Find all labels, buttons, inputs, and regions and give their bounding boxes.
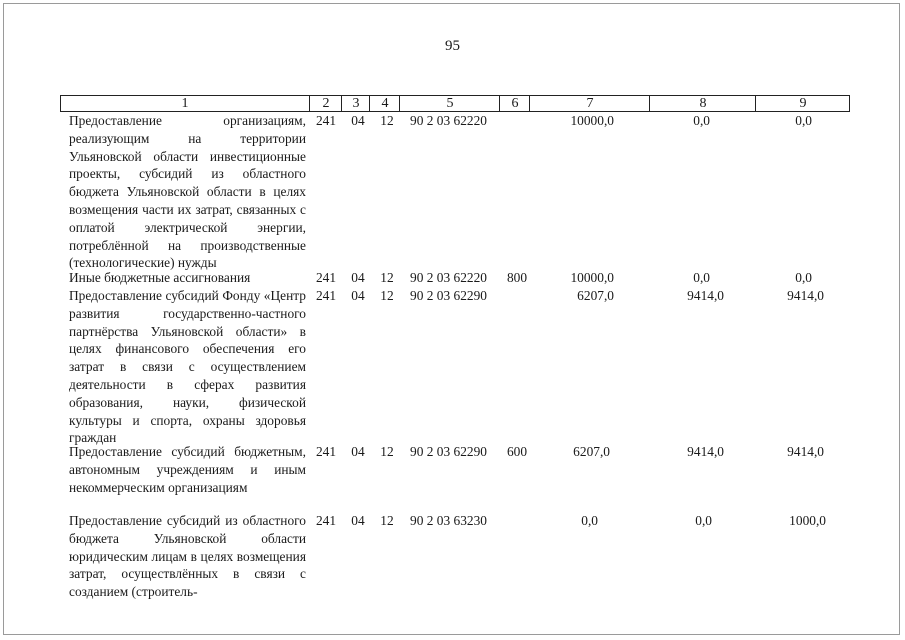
header-col-4: 4 xyxy=(369,96,400,111)
row-target-article: 90 2 03 62290 xyxy=(410,444,487,459)
row-amount-7: 6207,0 xyxy=(577,288,614,303)
page-number: 95 xyxy=(445,38,460,54)
row-amount-8: 9414,0 xyxy=(687,288,724,303)
row-amount-8: 9414,0 xyxy=(687,444,724,459)
header-col-7: 7 xyxy=(529,96,650,111)
row-subsection: 12 xyxy=(380,444,394,459)
header-col-2: 2 xyxy=(309,96,342,111)
header-col-8: 8 xyxy=(649,96,756,111)
row-target-article: 90 2 03 62220 xyxy=(410,270,487,285)
header-col-6: 6 xyxy=(499,96,530,111)
row-amount-9: 1000,0 xyxy=(789,513,826,528)
row-target-article: 90 2 03 62220 xyxy=(410,113,487,128)
row-ministry: 241 xyxy=(315,270,337,285)
row-description: Иные бюджетные ассигнования xyxy=(69,270,251,285)
row-section: 04 xyxy=(351,270,365,285)
row-expense-type: 800 xyxy=(506,270,528,285)
row-ministry: 241 xyxy=(315,288,337,303)
header-col-5: 5 xyxy=(399,96,500,111)
row-ministry: 241 xyxy=(315,513,337,528)
row-amount-9: 0,0 xyxy=(795,113,812,128)
row-amount-9: 0,0 xyxy=(795,270,812,285)
row-section: 04 xyxy=(351,113,365,128)
row-amount-7: 10000,0 xyxy=(570,270,614,285)
row-description: Предоставление субсидий бюджетным, автономным учреждениям и иным некоммерческим организациям xyxy=(69,444,306,495)
row-description: Предоставление субсидий Фонду «Центр развития государственно-частного партнёрства Ульяновской области» в целях финансового обеспечения его затрат в связи с осуществлением деятельности в сферах развития образования, науки, физической культуры и спорта, охраны здоровья граждан xyxy=(69,288,306,446)
header-col-3: 3 xyxy=(341,96,370,111)
row-target-article: 90 2 03 62290 xyxy=(410,288,487,303)
row-subsection: 12 xyxy=(380,113,394,128)
row-section: 04 xyxy=(351,513,365,528)
row-target-article: 90 2 03 63230 xyxy=(410,513,487,528)
row-section: 04 xyxy=(351,444,365,459)
row-description: Предоставление субсидий из областного бюджета Ульяновской области юридическим лицам в целях возмещения затрат, осуществлённых в связи с созданием (строитель- xyxy=(69,513,306,600)
row-section: 04 xyxy=(351,288,365,303)
row-amount-7: 10000,0 xyxy=(570,113,614,128)
table-header xyxy=(60,95,850,112)
row-amount-8: 0,0 xyxy=(693,270,710,285)
row-ministry: 241 xyxy=(315,113,337,128)
row-expense-type: 600 xyxy=(506,444,528,459)
row-amount-7: 0,0 xyxy=(581,513,598,528)
header-col-1: 1 xyxy=(181,96,189,111)
row-subsection: 12 xyxy=(380,513,394,528)
header-col-9: 9 xyxy=(755,96,850,111)
row-amount-8: 0,0 xyxy=(695,513,712,528)
row-amount-9: 9414,0 xyxy=(787,444,824,459)
row-amount-7: 6207,0 xyxy=(573,444,610,459)
row-ministry: 241 xyxy=(315,444,337,459)
row-amount-8: 0,0 xyxy=(693,113,710,128)
row-subsection: 12 xyxy=(380,270,394,285)
row-amount-9: 9414,0 xyxy=(787,288,824,303)
row-description: Предоставление организациям, реализующим на территории Ульяновской области инвестиционные проекты, субсидий из областного бюджета Ульяновской области в целях возмещения части их затрат, связанных с оплатой электрической энергии, потреблённой на производственные (технологические) нужды xyxy=(69,113,306,271)
row-subsection: 12 xyxy=(380,288,394,303)
